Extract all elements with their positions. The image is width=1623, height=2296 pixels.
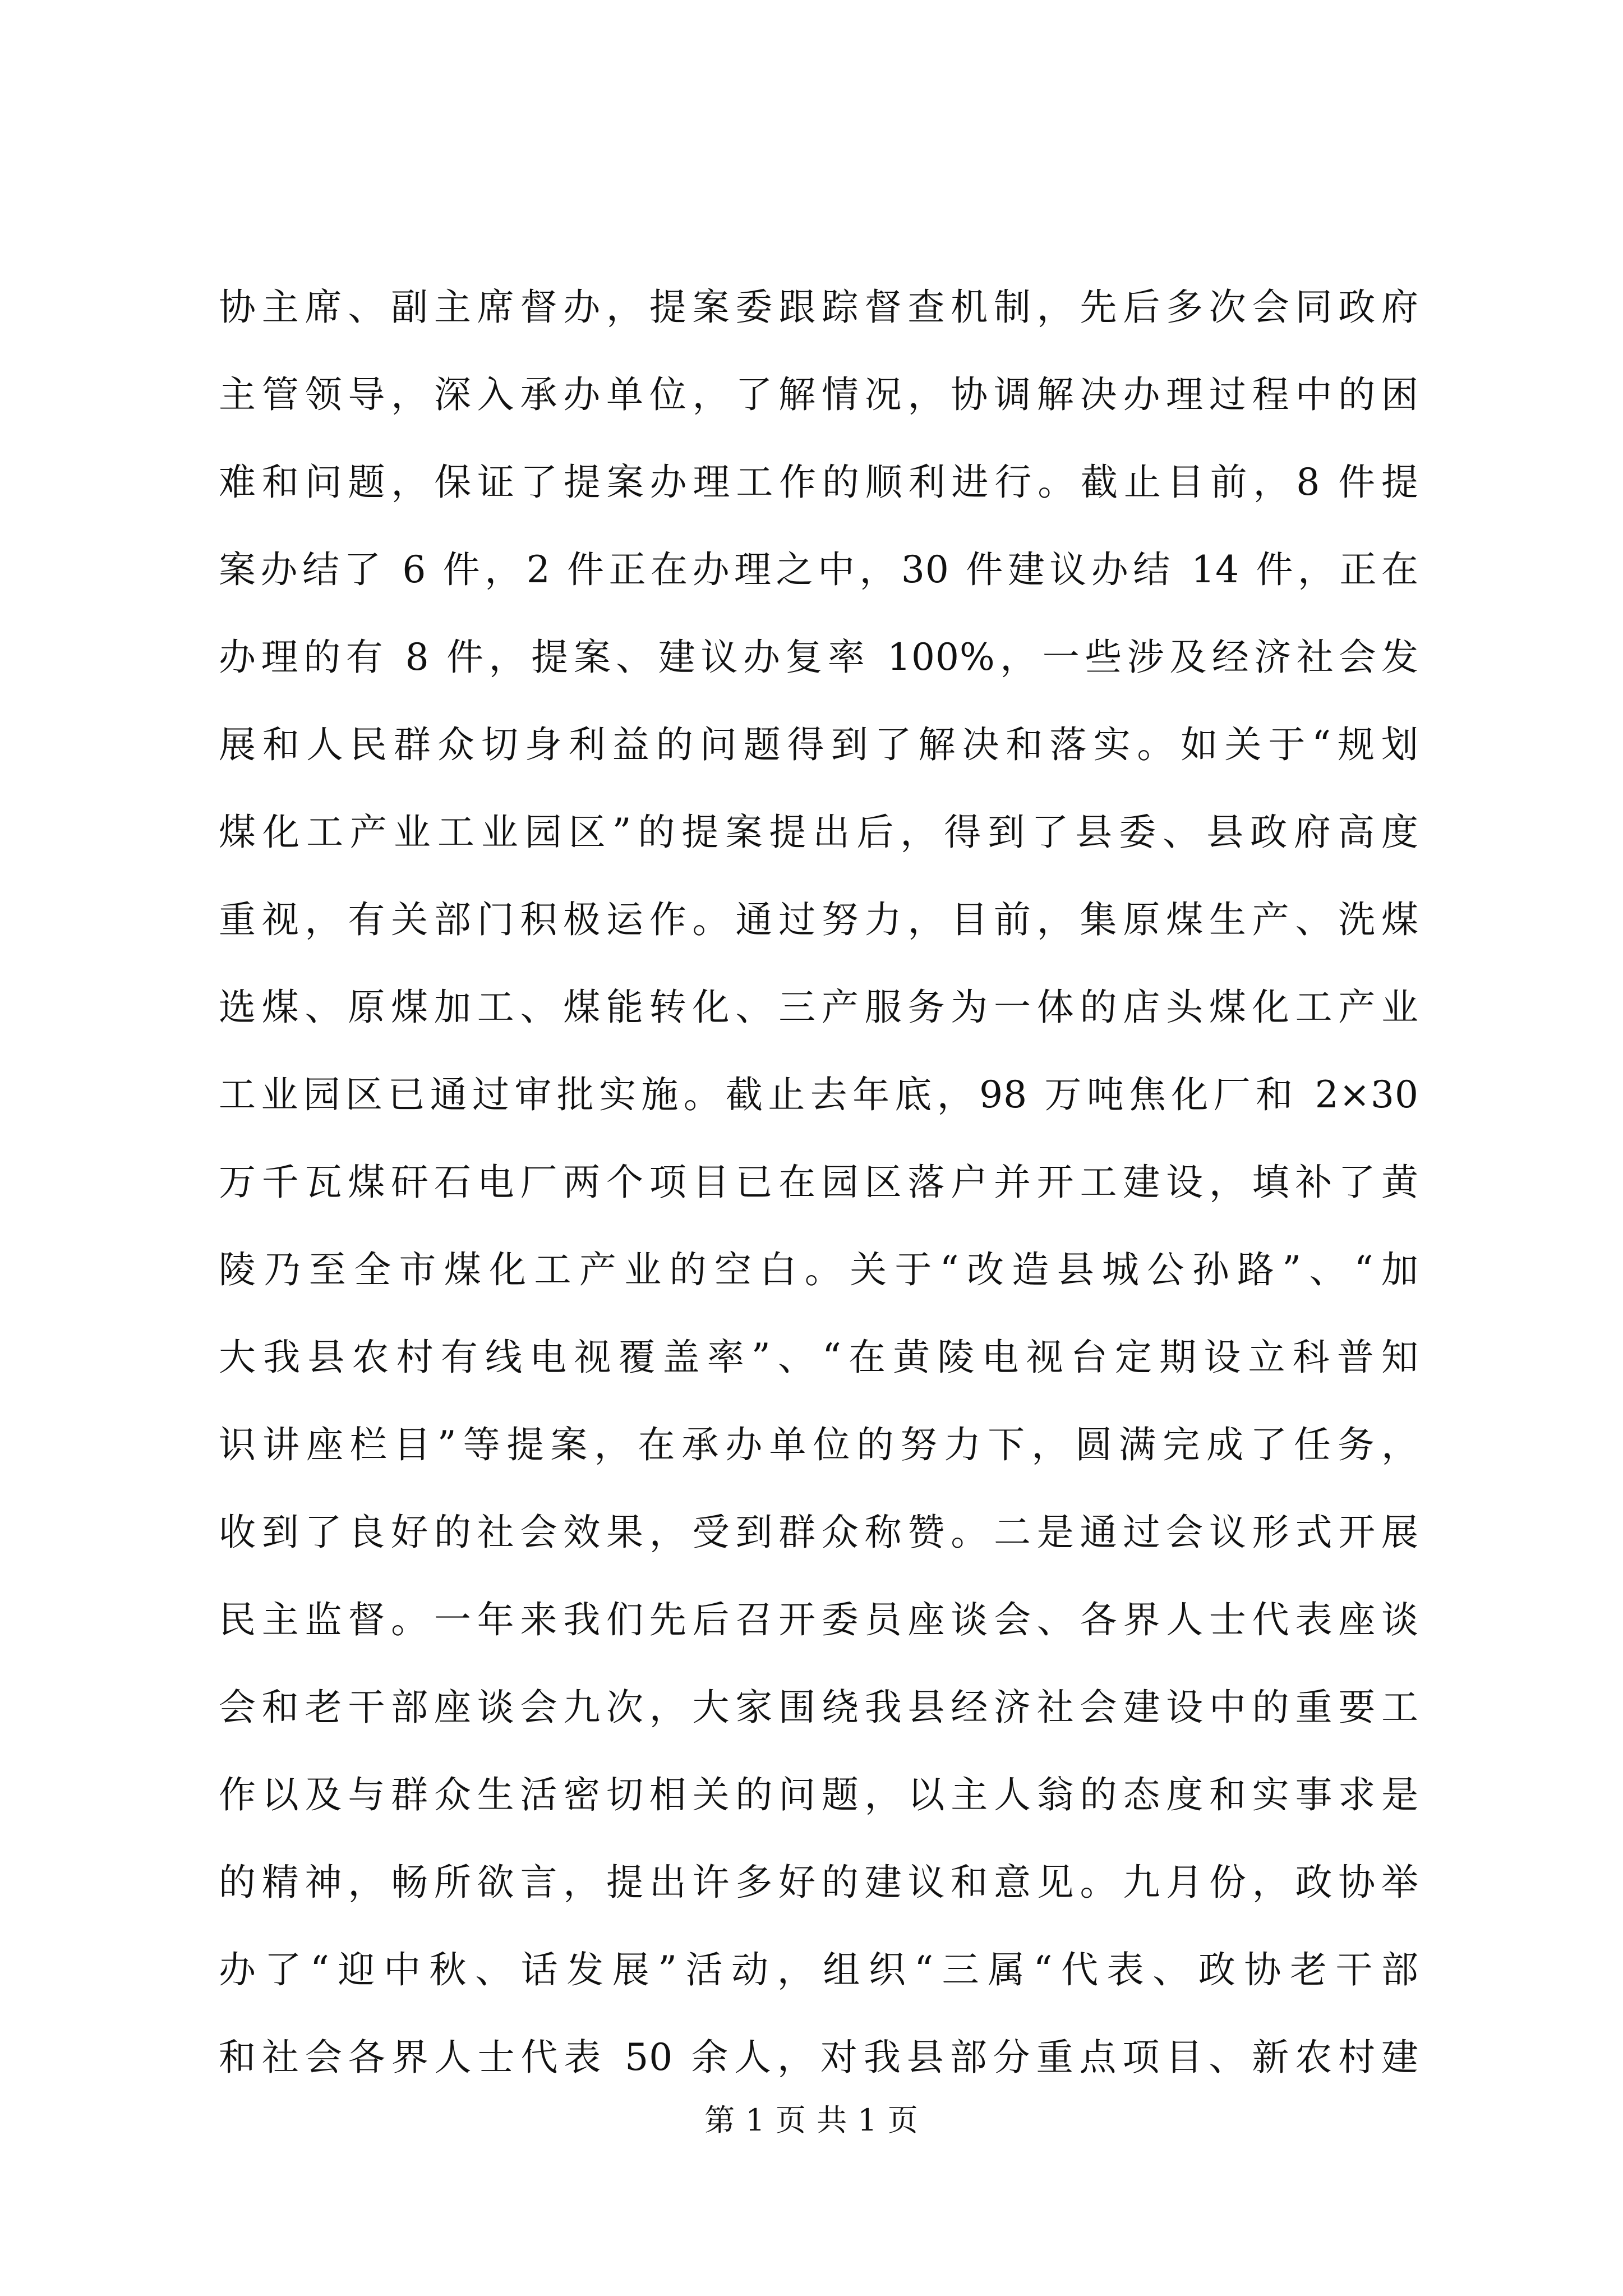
body-line: 案办结了 6 件，2 件正在办理之中，30 件建议办结 14 件，正在 (219, 548, 1419, 591)
body-line: 主管领导，深入承办单位，了解情况，协调解决办理过程中的困 (219, 373, 1419, 416)
body-line: 展和人民群众切身利益的问题得到了解决和落实。如关于“规划 (219, 723, 1419, 766)
body-line: 民主监督。一年来我们先后召开委员座谈会、各界人士代表座谈 (219, 1598, 1419, 1641)
body-line: 的精神，畅所欲言，提出许多好的建议和意见。九月份，政协举 (219, 1861, 1419, 1904)
body-line: 煤化工产业工业园区”的提案提出后，得到了县委、县政府高度 (219, 811, 1419, 854)
body-line: 重视，有关部门积极运作。通过努力，目前，集原煤生产、洗煤 (219, 898, 1419, 941)
body-line: 和社会各界人士代表 50 余人，对我县部分重点项目、新农村建 (219, 2036, 1419, 2079)
body-line: 办理的有 8 件，提案、建议办复率 100%，一些涉及经济社会发 (219, 636, 1419, 679)
body-line: 难和问题，保证了提案办理工作的顺利进行。截止目前，8 件提 (219, 461, 1419, 504)
body-line: 大我县农村有线电视覆盖率”、“在黄陵电视台定期设立科普知 (219, 1336, 1419, 1379)
body-line: 选煤、原煤加工、煤能转化、三产服务为一体的店头煤化工产业 (219, 986, 1419, 1029)
document-body (219, 264, 1419, 2101)
body-line: 会和老干部座谈会九次，大家围绕我县经济社会建设中的重要工 (219, 1686, 1419, 1729)
body-line: 识讲座栏目”等提案，在承办单位的努力下，圆满完成了任务， (219, 1423, 1419, 1466)
body-line: 万千瓦煤矸石电厂两个项目已在园区落户并开工建设，填补了黄 (219, 1161, 1419, 1204)
page-footer: 第 1 页 共 1 页 (704, 2102, 919, 2138)
body-line: 收到了良好的社会效果，受到群众称赞。二是通过会议形式开展 (219, 1511, 1419, 1554)
body-line: 作以及与群众生活密切相关的问题，以主人翁的态度和实事求是 (219, 1773, 1419, 1816)
body-line: 陵乃至全市煤化工产业的空白。关于“改造县城公孙路”、“加 (219, 1248, 1419, 1291)
body-line: 协主席、副主席督办，提案委跟踪督查机制，先后多次会同政府 (219, 286, 1419, 329)
body-line: 工业园区已通过审批实施。截止去年底，98 万吨焦化厂和 2×30 (219, 1073, 1419, 1116)
body-line: 办了“迎中秋、话发展”活动，组织“三属“代表、政协老干部 (219, 1948, 1419, 1991)
